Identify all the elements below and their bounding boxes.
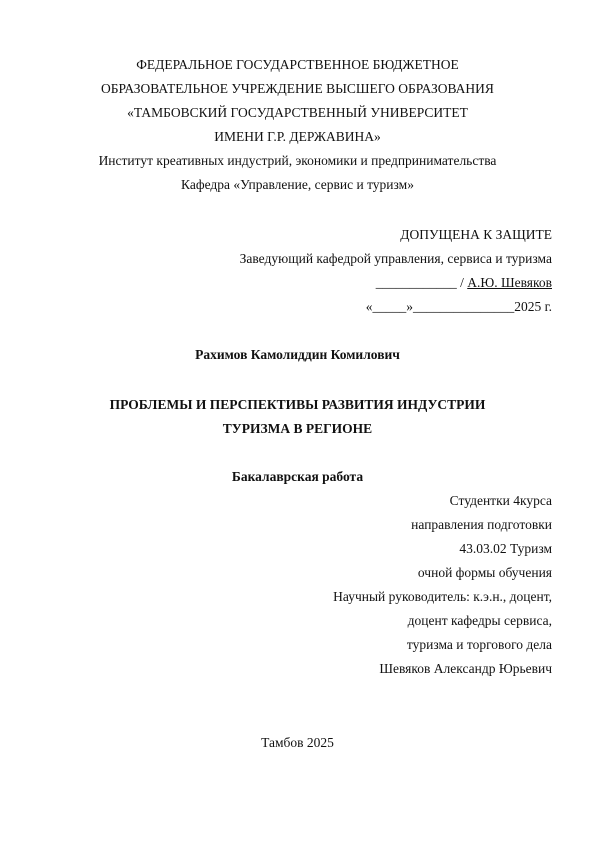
city-year: Тамбов 2025 [261, 735, 334, 750]
approval-title: ДОПУЩЕНА К ЗАЩИТЕ [400, 227, 552, 242]
author-name: Рахимов Камолиддин Комилович [195, 347, 400, 362]
ministry-line-1: ФЕДЕРАЛЬНОЕ ГОСУДАРСТВЕННОЕ БЮДЖЕТНОЕ [136, 57, 459, 72]
thesis-title-line-2: ТУРИЗМА В РЕГИОНЕ [222, 421, 373, 436]
ministry-line-2: ОБРАЗОВАТЕЛЬНОЕ УЧРЕЖДЕНИЕ ВЫСШЕГО ОБРАЗОВАНИЯ [101, 81, 494, 96]
approval-date-line: «_____»_______________2025 г. [365, 299, 552, 314]
training-direction-label: направления подготовки [411, 517, 552, 532]
signature-blank: ____________ [375, 275, 457, 290]
approval-position: Заведующий кафедрой управления, сервиса и туризма [239, 251, 552, 266]
approval-signature-line [376, 274, 552, 292]
department-line: Кафедра «Управление, сервис и туризм» [181, 177, 414, 192]
institute-line: Институт креативных индустрий, экономики и предпринимательства [98, 153, 497, 168]
supervisor-title: Научный руководитель: к.э.н., доцент, [333, 589, 552, 604]
work-type: Бакалаврская работа [231, 469, 364, 484]
head-name: А.Ю. Шевяков [467, 275, 552, 290]
university-line-2: ИМЕНИ Г.Р. ДЕРЖАВИНА» [214, 129, 381, 144]
thesis-title-line-1: ПРОБЛЕМЫ И ПЕРСПЕКТИВЫ РАЗВИТИЯ ИНДУСТРИИ [109, 397, 486, 412]
supervisor-department-2: туризма и торгового дела [406, 637, 552, 652]
study-form: очной формы обучения [417, 565, 552, 580]
university-line-1: «ТАМБОВСКИЙ ГОСУДАРСТВЕННЫЙ УНИВЕРСИТЕТ [127, 105, 468, 120]
signature-separator: / [456, 275, 468, 290]
training-direction-code: 43.03.02 Туризм [459, 541, 552, 556]
student-course: Студентки 4курса [449, 493, 552, 508]
supervisor-name: Шевяков Александр Юрьевич [379, 661, 552, 676]
supervisor-department-1: доцент кафедры сервиса, [407, 613, 552, 628]
